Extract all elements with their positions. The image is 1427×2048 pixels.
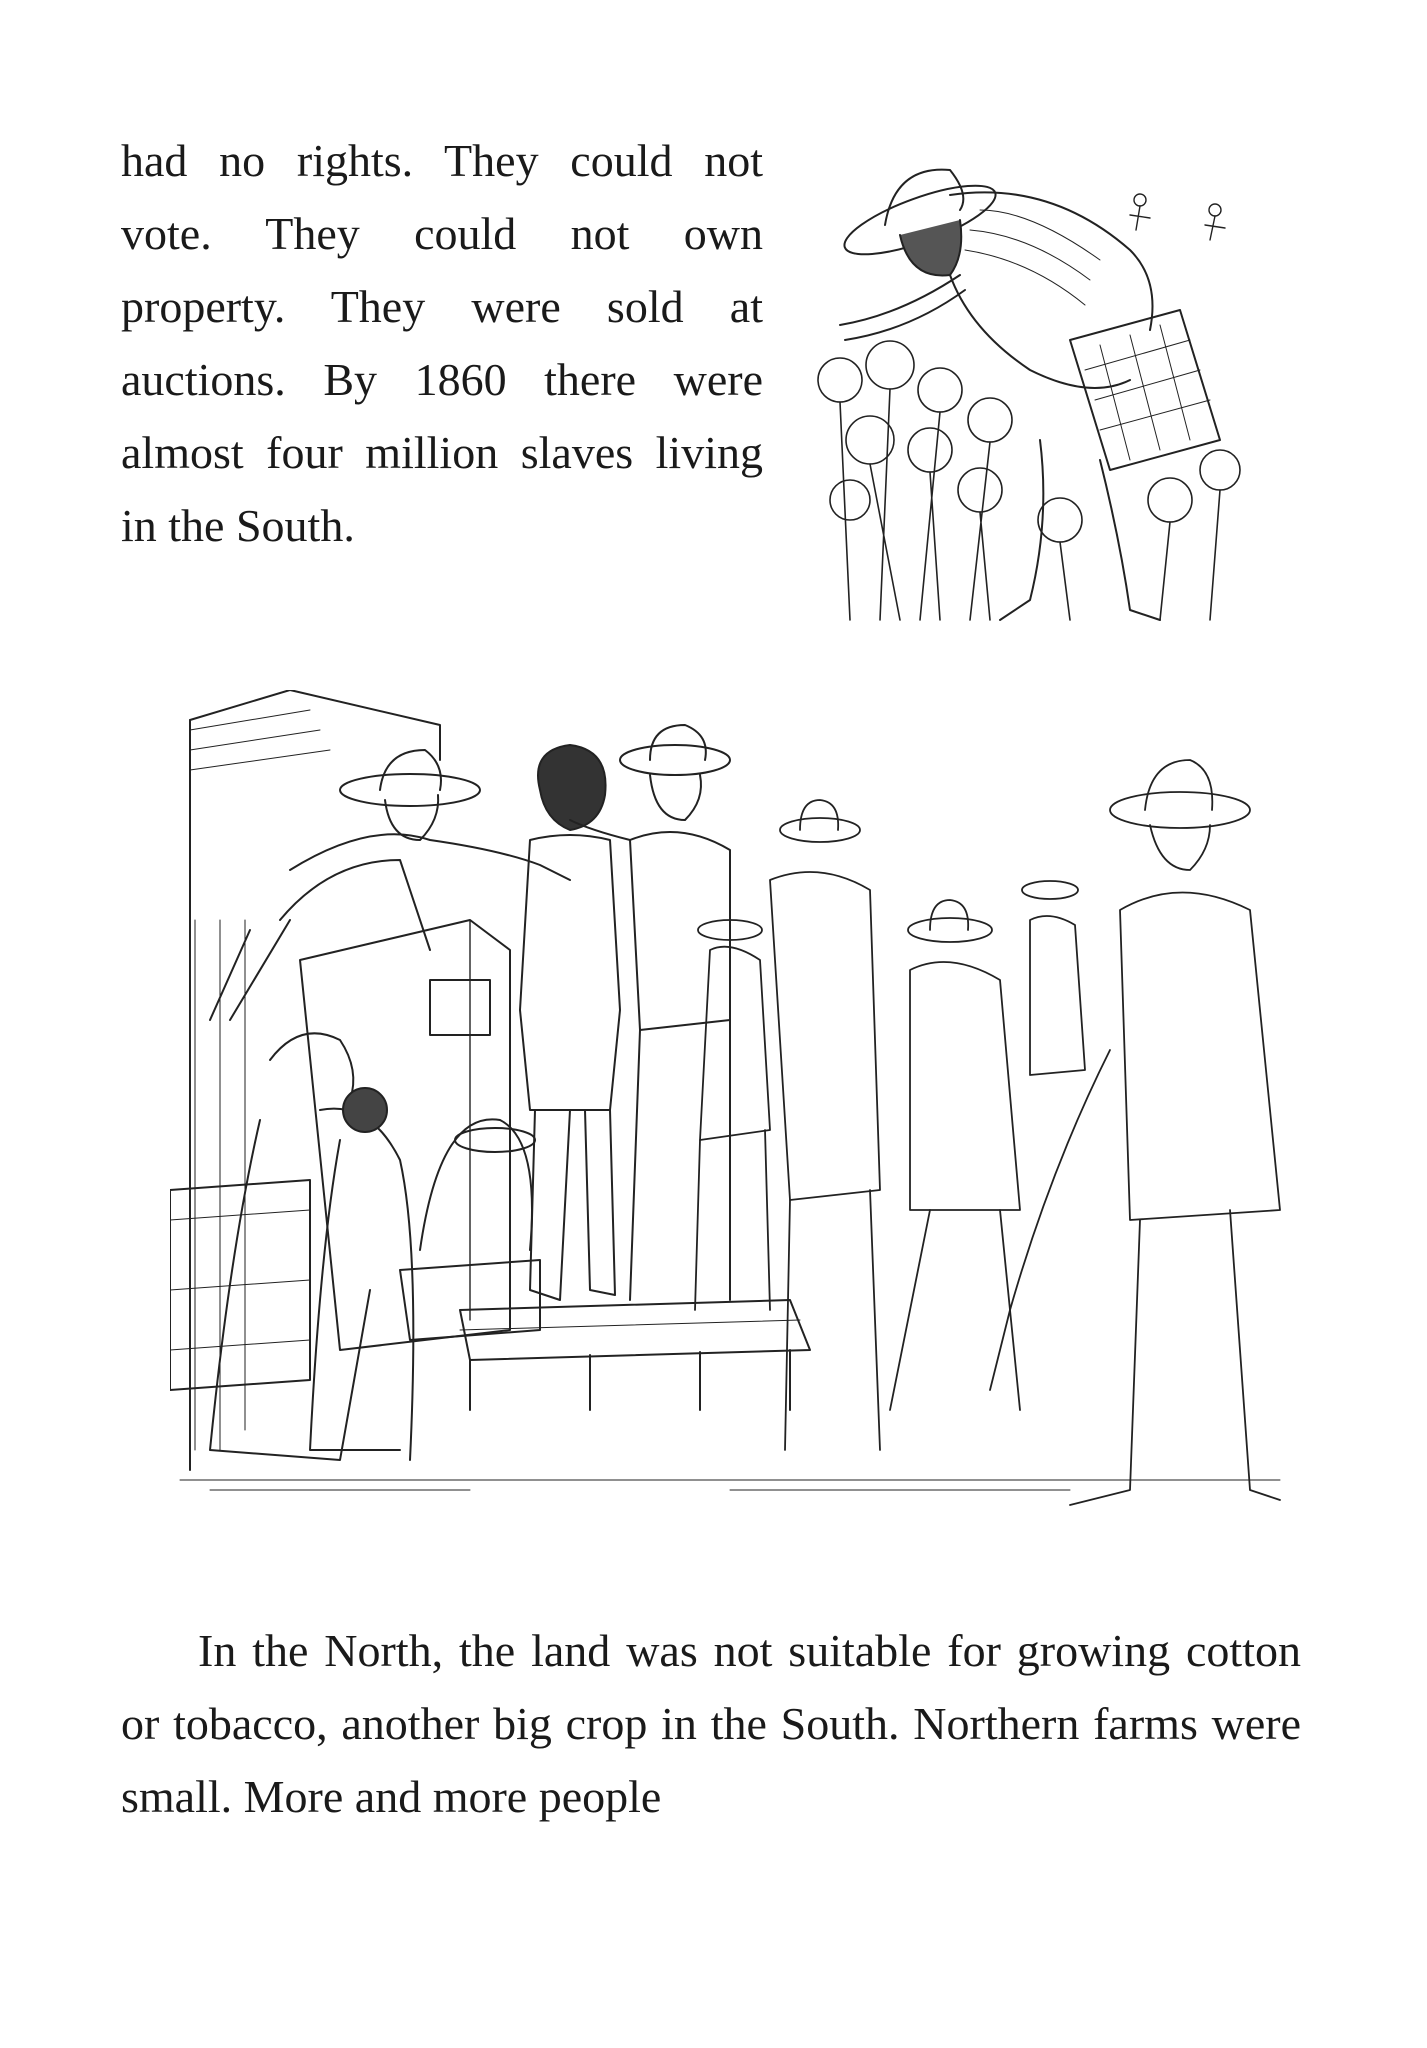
body-paragraph-top: had no rights. They could not vote. They could not own property. They were sold at auctions. By 1860 there were almost four million slaves living in the South. <box>121 135 763 551</box>
auction-scene-icon <box>170 690 1290 1550</box>
body-paragraph-bottom: In the North, the land was not suitable for growing cotton or tobacco, another big crop in the South. Northern farms were small. More and more people <box>121 1625 1301 1822</box>
slave-auction-illustration <box>170 690 1290 1550</box>
cotton-picker-illustration <box>800 140 1260 640</box>
cotton-field-icon <box>800 140 1260 640</box>
